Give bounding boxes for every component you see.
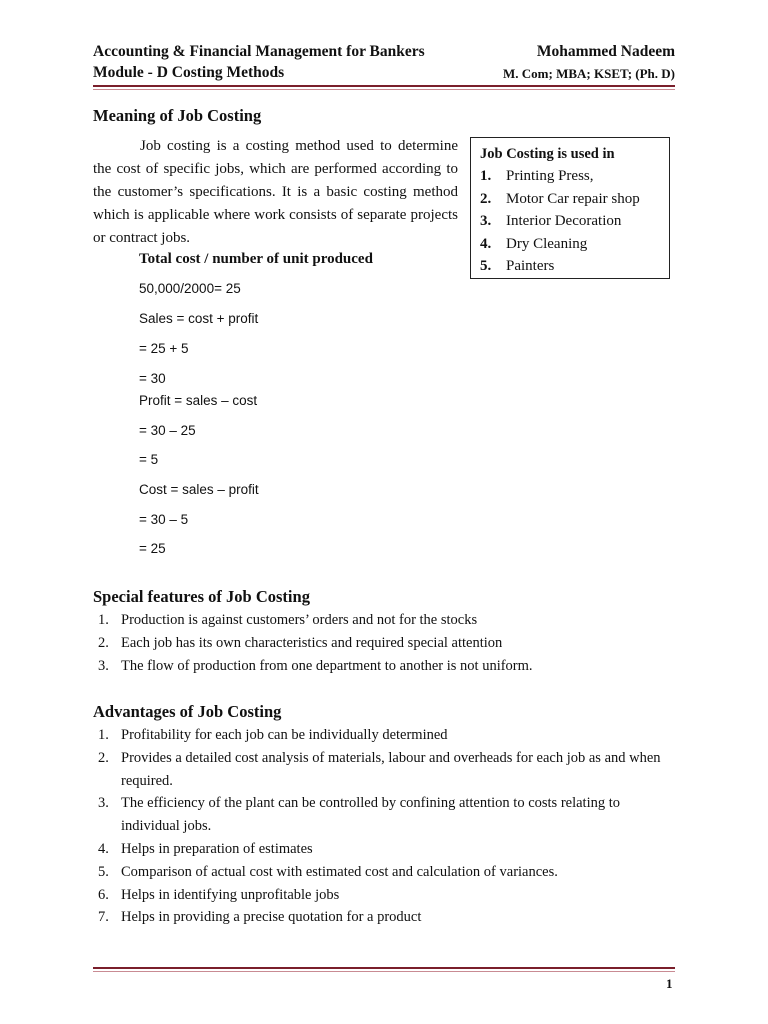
calc-line: = 25 + 5 (139, 341, 189, 356)
calc-line: Cost = sales – profit (139, 482, 259, 497)
list-item: 3. The efficiency of the plant can be controlled by confining attention to costs relating to individual jobs. (98, 795, 621, 835)
advantages-list (93, 724, 678, 929)
header-author: Mohammed Nadeem (536, 43, 675, 60)
list-item: 1. Production is against customers’ orders and not for the stocks (98, 612, 478, 628)
list-item: 5. Painters (480, 258, 555, 274)
list-item: 2. Motor Car repair shop (480, 190, 640, 207)
list-item: 4. Dry Cleaning (480, 235, 588, 252)
calc-line: = 30 (139, 371, 166, 386)
calc-line: Sales = cost + profit (139, 311, 259, 326)
list-item: 3. Interior Decoration (480, 213, 622, 229)
meaning-paragraph: Job costing is a costing method used to determine the cost of specific jobs, which are performed according to the customer’s specifications. It is a basic costing method which is applicable where work consists of separate projects or contract jobs. (93, 138, 458, 246)
uses-list (480, 165, 669, 278)
calc-line: = 25 (139, 541, 166, 556)
header-credentials: M. Com; MBA; KSET; (Ph. D) (503, 66, 675, 81)
calc-line: = 30 – 5 (139, 512, 189, 527)
list-item: 2. Provides a detailed cost analysis of materials, labour and overheads for each job as and when required. (98, 749, 661, 789)
header-rule (93, 85, 675, 87)
calc-line: = 5 (139, 452, 159, 467)
features-list (93, 609, 678, 677)
section-heading-meaning: Meaning of Job Costing (93, 106, 262, 125)
footer-rule (93, 967, 675, 969)
formula-title: Total cost / number of unit produced (139, 251, 373, 267)
list-item: 5. Comparison of actual cost with estimated cost and calculation of variances. (98, 863, 558, 880)
list-item: 1. Printing Press, (480, 168, 594, 184)
list-item: 2. Each job has its own characteristics and required special attention (98, 634, 503, 651)
page-number: 1 (666, 976, 673, 991)
job-costing-uses-box (470, 137, 670, 279)
footer-rule-thin (93, 971, 675, 972)
section-heading-advantages: Advantages of Job Costing (93, 702, 282, 721)
list-item: 6. Helps in identifying unprofitable jobs (98, 886, 340, 903)
list-item: 7. Helps in providing a precise quotation for a product (98, 909, 422, 926)
list-item: 1. Profitability for each job can be individually determined (98, 727, 448, 743)
box-title: Job Costing is used in (480, 146, 615, 162)
header-rule-thin (93, 89, 675, 90)
calc-line: 50,000/2000= 25 (139, 281, 241, 296)
list-item: 4. Helps in preparation of estimates (98, 840, 313, 857)
list-item: 3. The flow of production from one department to another is not uniform. (98, 657, 533, 674)
header-module: Module - D Costing Methods (93, 64, 285, 81)
calc-line: Profit = sales – cost (139, 393, 258, 408)
section-heading-features: Special features of Job Costing (93, 587, 310, 606)
calc-line: = 30 – 25 (139, 423, 196, 438)
header-title: Accounting & Financial Management for Bankers (93, 43, 425, 60)
